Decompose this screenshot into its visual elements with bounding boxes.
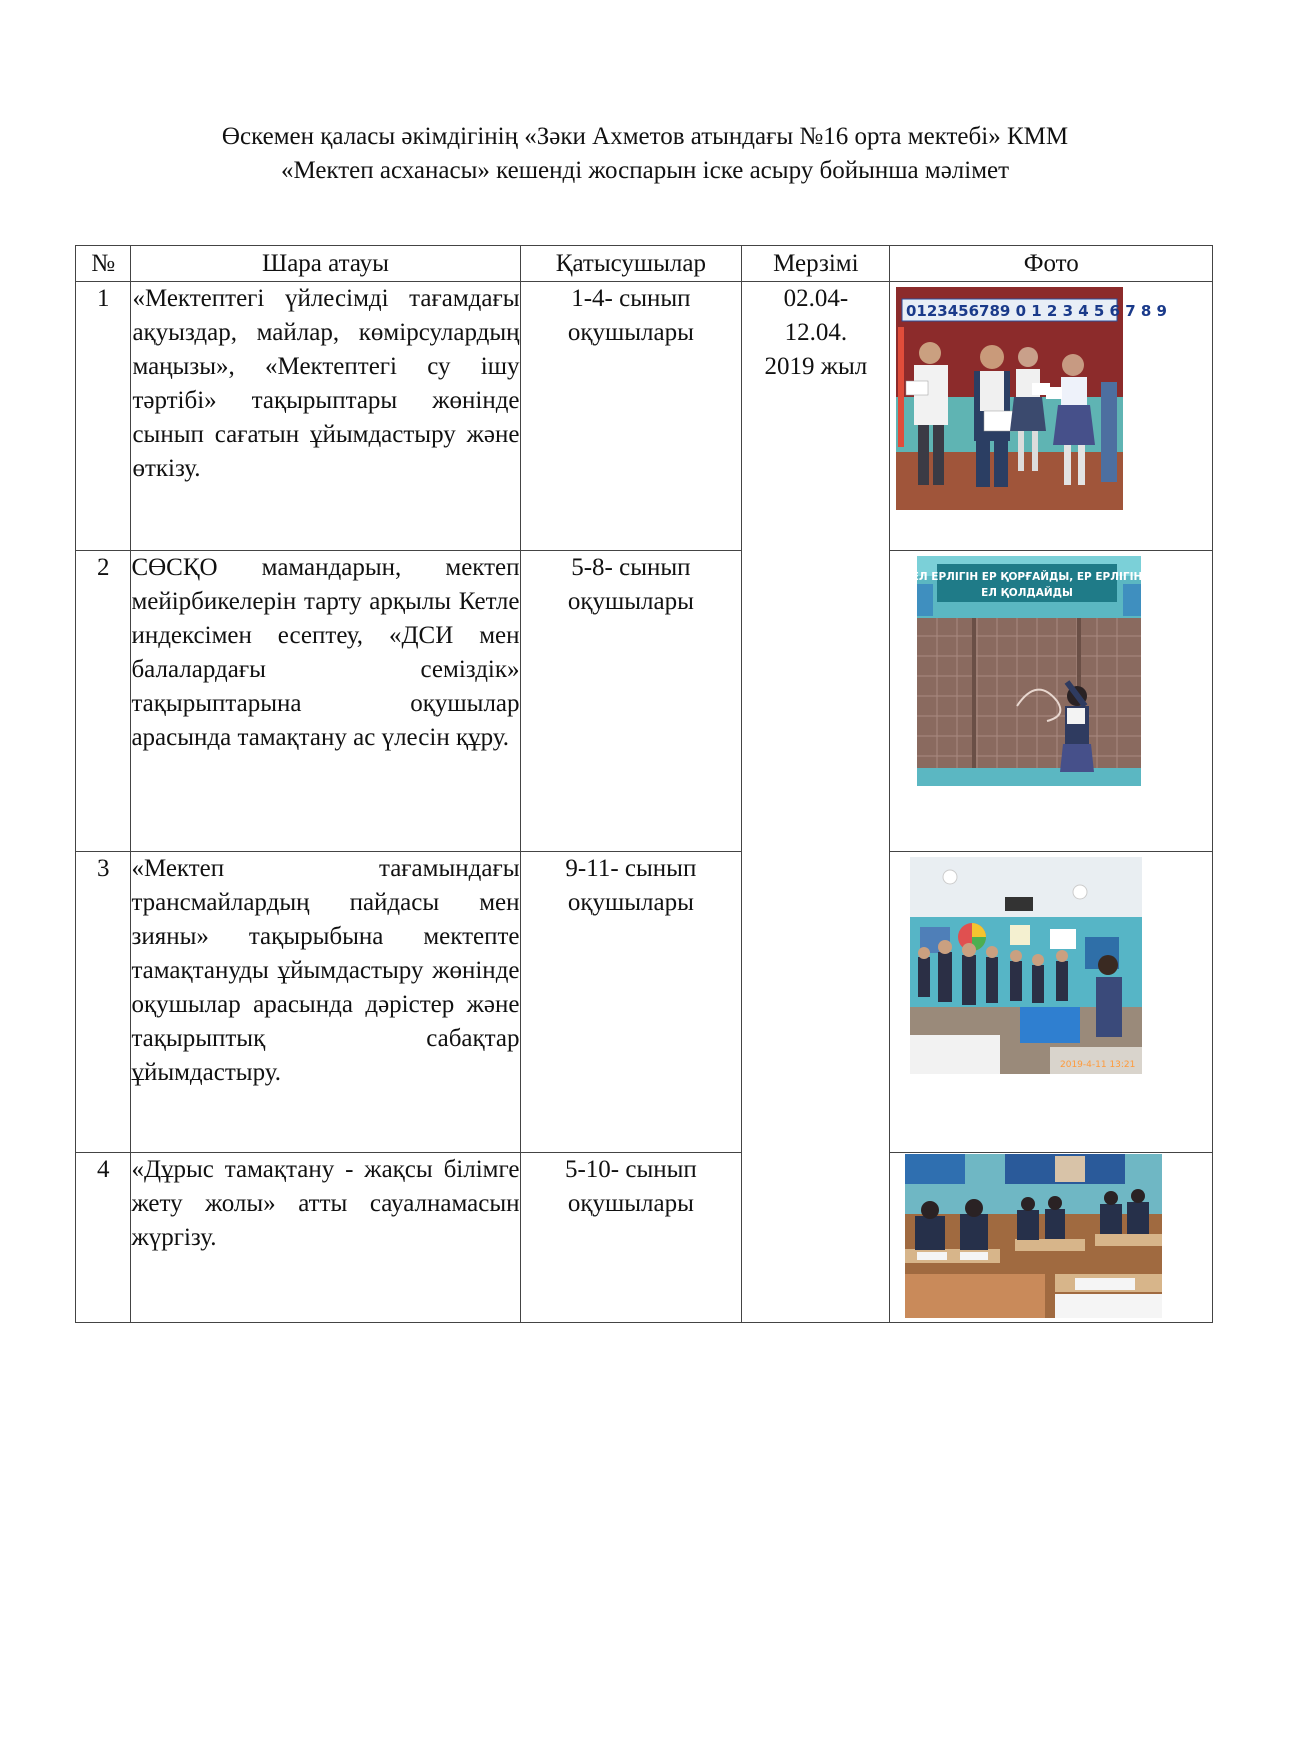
photo-cell [890,852,1213,1153]
period-cell [742,282,890,1323]
header-row [76,246,1213,282]
col-header-period: Мерзімі [742,246,890,282]
participants-cell [520,551,742,852]
number-banner: 0123456789 0 1 2 3 4 5 6 7 8 9 [906,302,1168,320]
table-row [76,852,1213,1153]
participants-line: 5-8- сынып [571,554,691,581]
participants-line: 1-4- сынып [571,285,691,312]
row-number: 4 [76,1153,131,1323]
motto-banner-line-1: ЕЛ ЕРЛІГІН ЕР ҚОРҒАЙДЫ, ЕР ЕРЛІГІН [912,571,1143,583]
col-header-num: № [76,246,131,282]
event-cell: «Мектептегі үйлесімді тағамдағы ақуыздар, майлар, көмірсулардың маңызы», «Мектептегі су ішу тәртібі» тақырыптары жөнінде сынып сағатын ұйымдастыру және өткізу. [131,282,520,551]
event-cell: «Дұрыс тамақтану - жақсы білімге жету жолы» атты сауалнамасын жүргізу. [131,1153,520,1323]
row-number: 3 [76,852,131,1153]
participants-line: оқушылары [567,889,694,916]
period-line: 2019 жыл [764,353,868,380]
participants-line: оқушылары [567,588,694,615]
motto-banner-line-2: ЕЛ ҚОЛДАЙДЫ [981,587,1074,599]
title-line-1: Өскемен қаласы әкімдігінің «Зәки Ахметов атындағы №16 орта мектебі» КММ [221,123,1069,150]
col-header-photo: Фото [890,246,1213,282]
title-line-2: «Мектеп асханасы» кешенді жоспарын іске асыру бойынша мәлімет [280,157,1010,184]
participants-cell [520,282,742,551]
participants-cell [520,1153,742,1323]
photo-date-stamp: 2019-4-11 13:21 [1060,1060,1136,1070]
event-cell: СӨСҚО мамандарын, мектеп мейірбикелерін тарту арқылы Кетле индексімен есептеу, «ДСИ мен балалардағы семіздік» тақырыптарына оқушылар арасында тамақтану ас үлесін құру. [131,551,520,852]
participants-line: оқушылары [567,319,694,346]
page-title [0,120,1290,188]
photo-cell [890,282,1213,551]
row-number: 2 [76,551,131,852]
plan-table [75,245,1213,1323]
classroom-photo-3 [910,857,1142,1074]
classroom-photo-4 [905,1154,1162,1318]
classroom-photo-1 [896,287,1168,510]
photo-cell [890,1153,1213,1323]
table-row [76,551,1213,852]
period-line: 12.04. [784,319,848,346]
col-header-event: Шара атауы [131,246,520,282]
participants-line: оқушылары [567,1190,694,1217]
col-header-participants: Қатысушылар [520,246,742,282]
photo-cell [890,551,1213,852]
period-line: 02.04- [783,285,849,312]
classroom-photo-2 [912,556,1143,786]
participants-cell [520,852,742,1153]
participants-line: 9-11- сынып [565,855,697,882]
row-number: 1 [76,282,131,551]
participants-line: 5-10- сынып [564,1156,697,1183]
table-row [76,282,1213,551]
event-cell: «Мектеп тағамындағы трансмайлардың пайдасы мен зияны» тақырыбына мектепте тамақтануды ұйымдастыру жөнінде оқушылар арасында дәрістер және тақырыптық сабақтар ұйымдастыру. [131,852,520,1153]
table-row [76,1153,1213,1323]
